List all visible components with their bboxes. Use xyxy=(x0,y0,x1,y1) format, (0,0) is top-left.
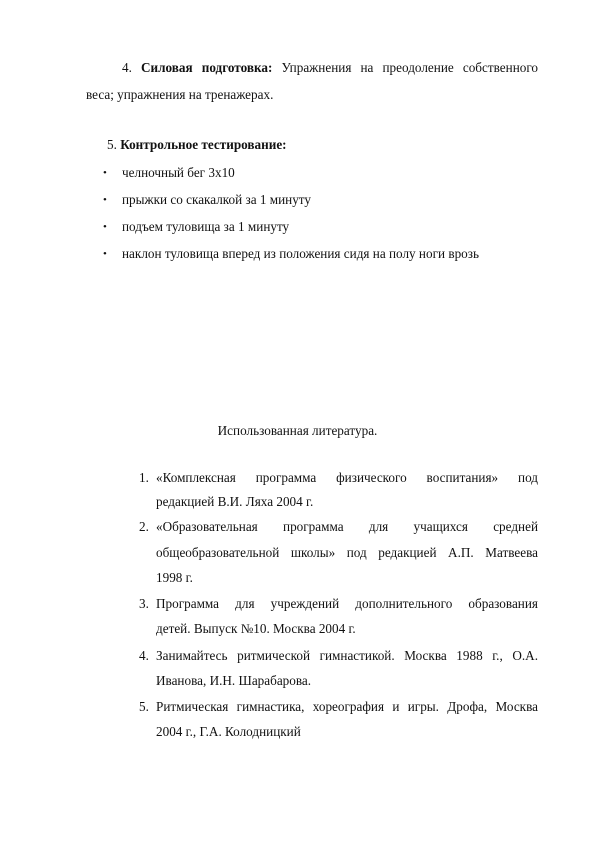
literature-item-line: «Образовательная программа для учащихся средней xyxy=(156,519,538,534)
literature-item-line: Программа для учреждений дополнительного образования xyxy=(156,596,538,611)
literature-item-number: 2. xyxy=(139,519,149,534)
section4-number: 4. xyxy=(122,60,132,75)
section5-title: Контрольное тестирование: xyxy=(120,137,287,152)
literature-item-number: 5. xyxy=(139,699,149,714)
section4-line1 xyxy=(122,60,538,76)
bullet-icon: • xyxy=(103,194,107,206)
literature-item-line: Занимайтесь ритмической гимнастикой. Москва 1988 г., О.А. xyxy=(156,648,538,663)
literature-item-number: 3. xyxy=(139,596,149,611)
literature-item-line: общеобразовательной школы» под редакцией А.П. Матвеева xyxy=(156,545,538,560)
bullet-item-text: челночный бег 3х10 xyxy=(122,165,235,180)
section4-text-line1: Упражнения на преодоление собственного xyxy=(281,60,539,75)
bullet-item-text: прыжки со скакалкой за 1 минуту xyxy=(122,192,311,207)
bullet-icon: • xyxy=(103,167,107,179)
literature-heading: Использованная литература. xyxy=(217,423,378,438)
literature-item-line: Иванова, И.Н. Шарабарова. xyxy=(156,673,312,688)
literature-item-line: 1998 г. xyxy=(156,570,193,585)
bullet-item-text: наклон туловища вперед из положения сидя на полу ноги врозь xyxy=(122,246,479,261)
section5-number: 5. xyxy=(107,137,117,152)
literature-item-line: «Комплексная программа физического воспитания» под xyxy=(156,470,538,485)
literature-item-number: 4. xyxy=(139,648,149,663)
literature-item-line: редакцией В.И. Ляха 2004 г. xyxy=(156,494,314,509)
literature-item-line: Ритмическая гимнастика, хореография и игры. Дрофа, Москва xyxy=(156,699,538,714)
literature-item-line: детей. Выпуск №10. Москва 2004 г. xyxy=(156,621,356,636)
literature-item-line: 2004 г., Г.А. Колодницкий xyxy=(156,724,301,739)
section4-line2: веса; упражнения на тренажерах. xyxy=(86,87,274,102)
section4-title: Силовая подготовка: xyxy=(141,60,273,75)
bullet-icon: • xyxy=(103,248,107,260)
bullet-icon: • xyxy=(103,221,107,233)
bullet-item-text: подъем туловища за 1 минуту xyxy=(122,219,290,234)
section5-heading xyxy=(107,137,287,153)
literature-item-number: 1. xyxy=(139,470,149,485)
